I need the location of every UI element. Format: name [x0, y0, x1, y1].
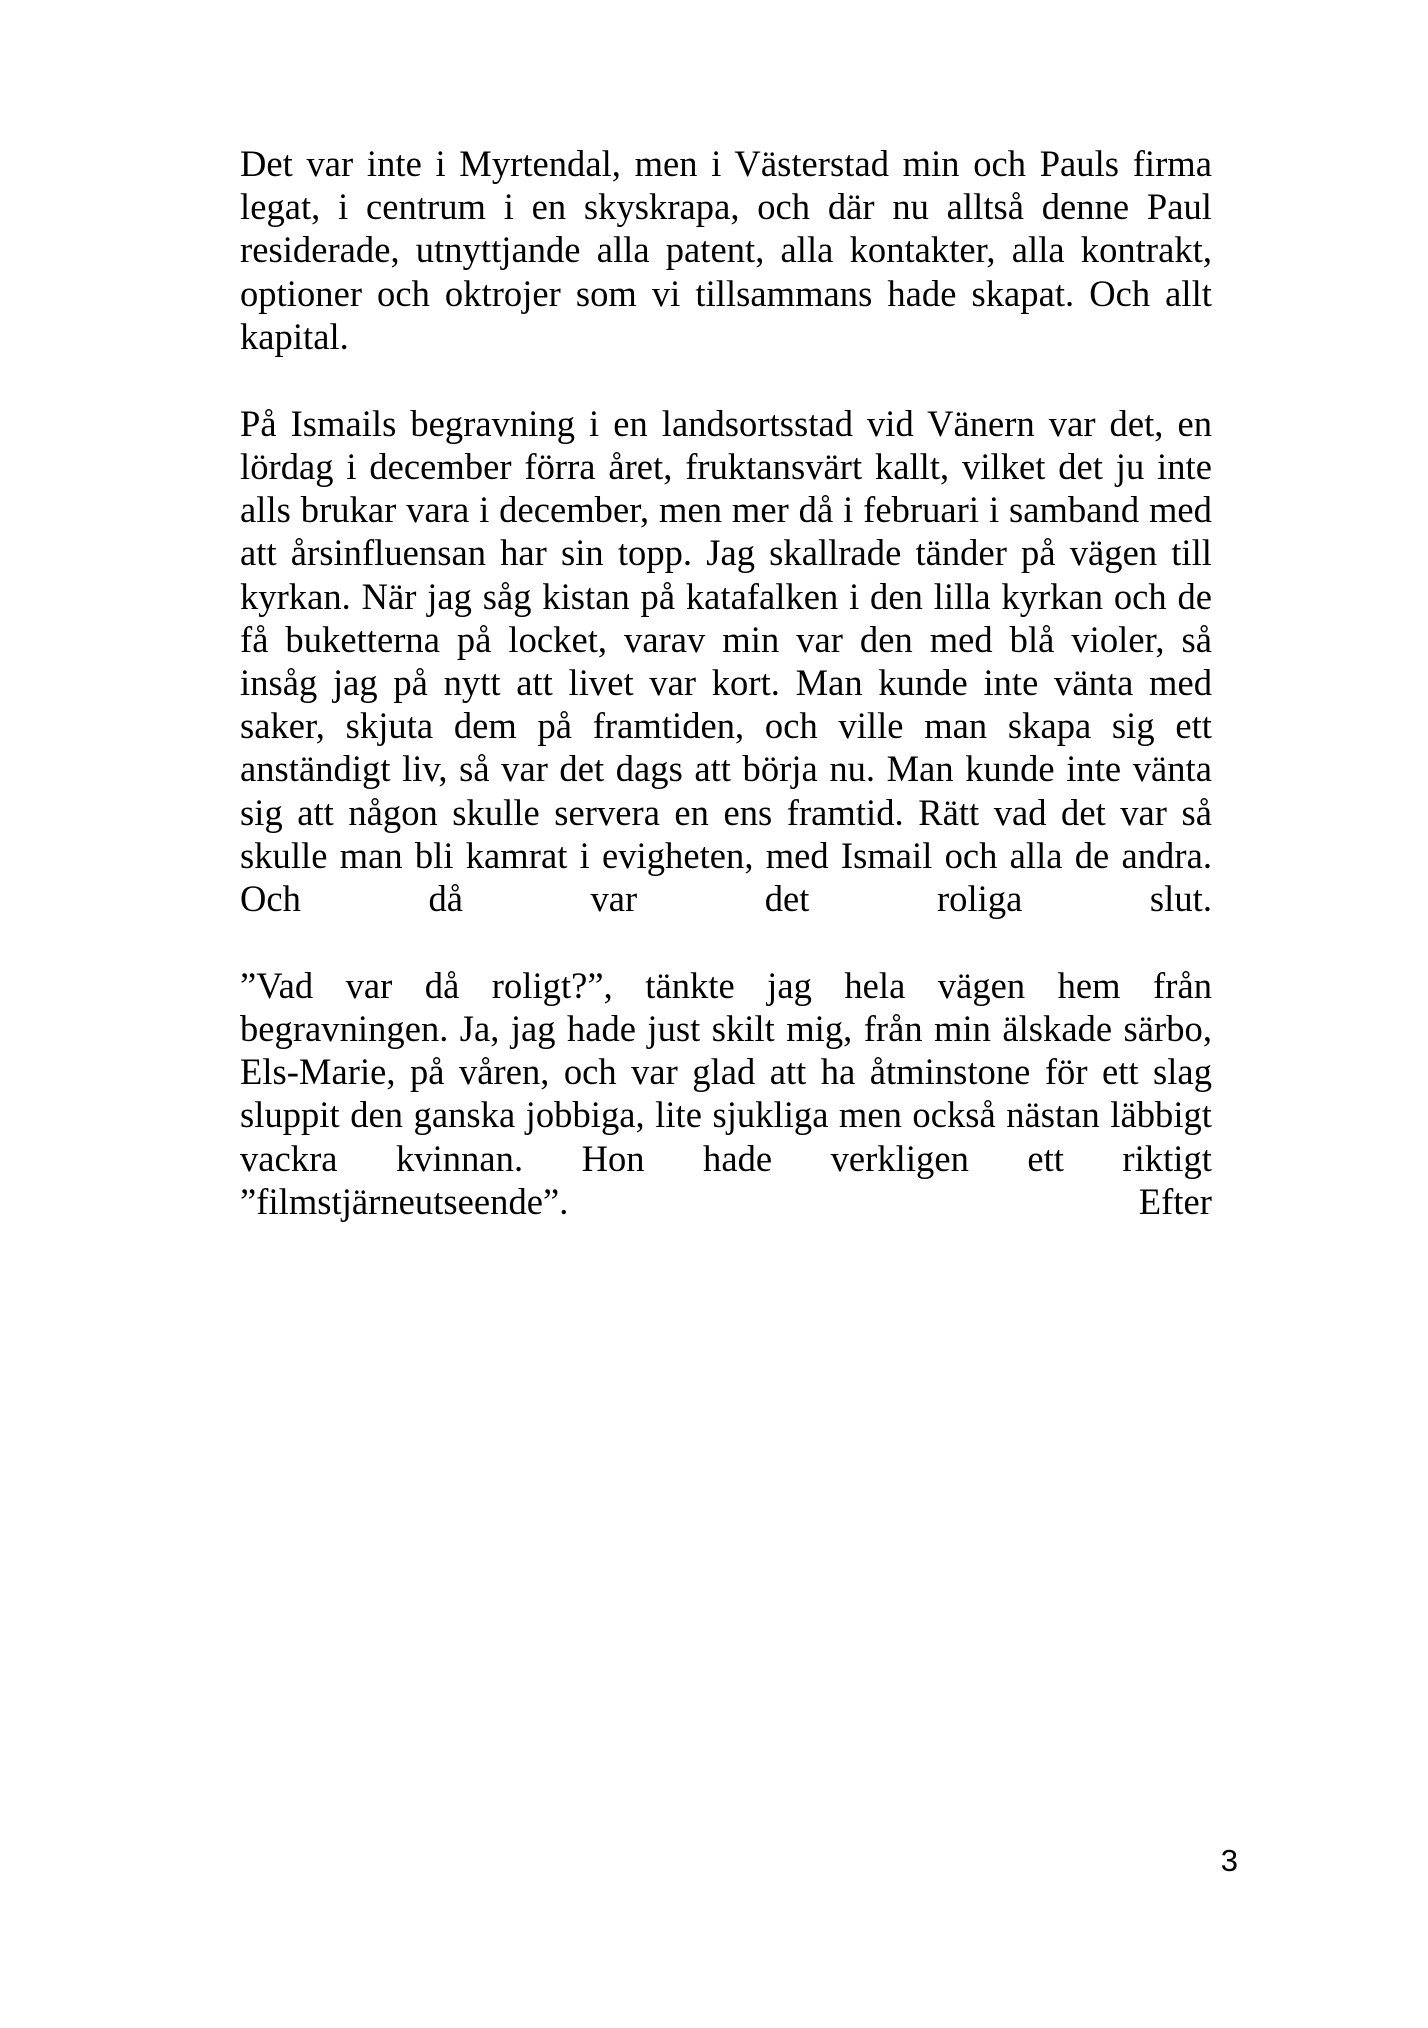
paragraph-1: Det var inte i Myrtendal, men i Västerstad min och Pauls firma legat, i centrum i en skyskrapa, och där nu alltså denne Paul residerade, utnyttjande alla patent, alla kontakter, alla kontrakt, optioner och oktrojer som vi tillsammans hade skapat. Och allt kapital.	[240, 143, 1212, 357]
page-number: 3	[1220, 1843, 1238, 1878]
body-text-column	[240, 142, 1212, 1266]
paragraph-2: På Ismails begravning i en landsortsstad vid Vänern var det, en lördag i december förra året, fruktansvärt kallt, vilket det ju inte alls brukar vara i december, men mer då i februari i samband med att årsinfluensan har sin topp. Jag skallrade tänder på vägen till kyrkan. När jag såg kistan på katafalken i den lilla kyrkan och de få buketterna på locket, varav min var den med blå violer, så insåg jag på nytt att livet var kort. Man kunde inte vänta med saker, skjuta dem på framtiden, och ville man skapa sig ett anständigt liv, så var det dags att börja nu. Man kunde inte vänta sig att någon skulle servera en ens framtid. Rätt vad det var så skulle man bli kamrat i evigheten, med Ismail och alla de andra. Och då var det roliga slut.	[240, 402, 1212, 919]
paragraph-3: ”Vad var då roligt?”, tänkte jag hela vägen hem från begravningen. Ja, jag hade just skilt mig, från min älskade särbo, Els-Marie, på våren, och var glad att ha åtminstone för ett slag sluppit den ganska jobbiga, lite sjukliga men också nästan läbbigt vackra kvinnan. Hon hade verkligen ett riktigt ”filmstjärneutseende”. Efter	[240, 964, 1212, 1222]
